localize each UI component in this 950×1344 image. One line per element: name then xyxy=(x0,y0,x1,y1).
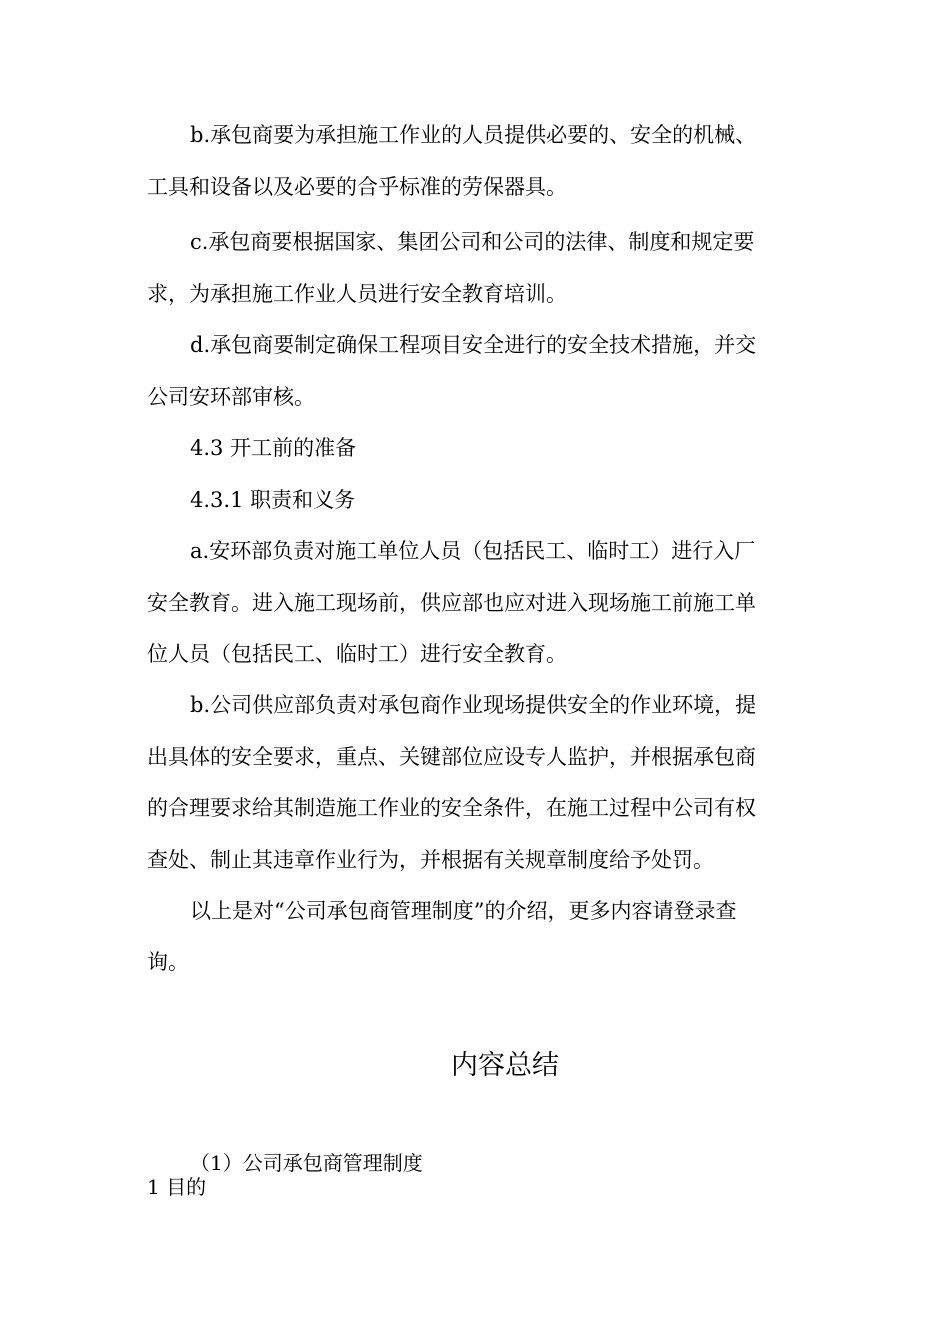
paragraph-supply-line-4: 查处、制止其违章作业行为，并根据有关规章制度给予处罚。 xyxy=(147,848,714,872)
paragraph-a-line-1: a.安环部负责对施工单位人员（包括民工、临时工）进行入厂 xyxy=(190,539,756,563)
paragraph-supply-line-2: 出具体的安全要求，重点、关键部位应设专人监护，并根据承包商 xyxy=(147,745,756,769)
paragraph-supply-line-3: 的合理要求给其制造施工作业的安全条件，在施工过程中公司有权 xyxy=(147,796,756,820)
paragraph-supply-line-1: b.公司供应部负责对承包商作业现场提供安全的作业环境，提 xyxy=(190,693,757,717)
paragraph-c-line-2: 求，为承担施工作业人员进行安全教育培训。 xyxy=(147,282,567,306)
section-heading-4-3: 4.3 开工前的准备 xyxy=(190,436,357,460)
paragraph-c-line-1: c.承包商要根据国家、集团公司和公司的法律、制度和规定要 xyxy=(190,230,755,254)
paragraph-d-line-2: 公司安环部审核。 xyxy=(147,385,315,409)
paragraph-a-line-3: 位人员（包括民工、临时工）进行安全教育。 xyxy=(147,642,567,666)
summary-item: （1）公司承包商管理制度 xyxy=(190,1151,423,1175)
paragraph-b-line-1: b.承包商要为承担施工作业的人员提供必要的、安全的机械、 xyxy=(190,123,757,147)
closing-note-line-1: 以上是对“公司承包商管理制度”的介绍，更多内容请登录查 xyxy=(190,899,737,923)
paragraph-d-line-1: d.承包商要制定确保工程项目安全进行的安全技术措施，并交 xyxy=(190,333,757,357)
paragraph-a-line-2: 安全教育。进入施工现场前，供应部也应对进入现场施工前施工单 xyxy=(147,591,756,615)
paragraph-b-line-2: 工具和设备以及必要的合乎标准的劳保器具。 xyxy=(147,175,567,199)
summary-heading: 内容总结 xyxy=(451,1050,559,1081)
section-heading-4-3-1: 4.3.1 职责和义务 xyxy=(190,488,356,512)
closing-note-line-2: 询。 xyxy=(147,950,189,974)
summary-subitem: 1 目的 xyxy=(147,1175,207,1199)
